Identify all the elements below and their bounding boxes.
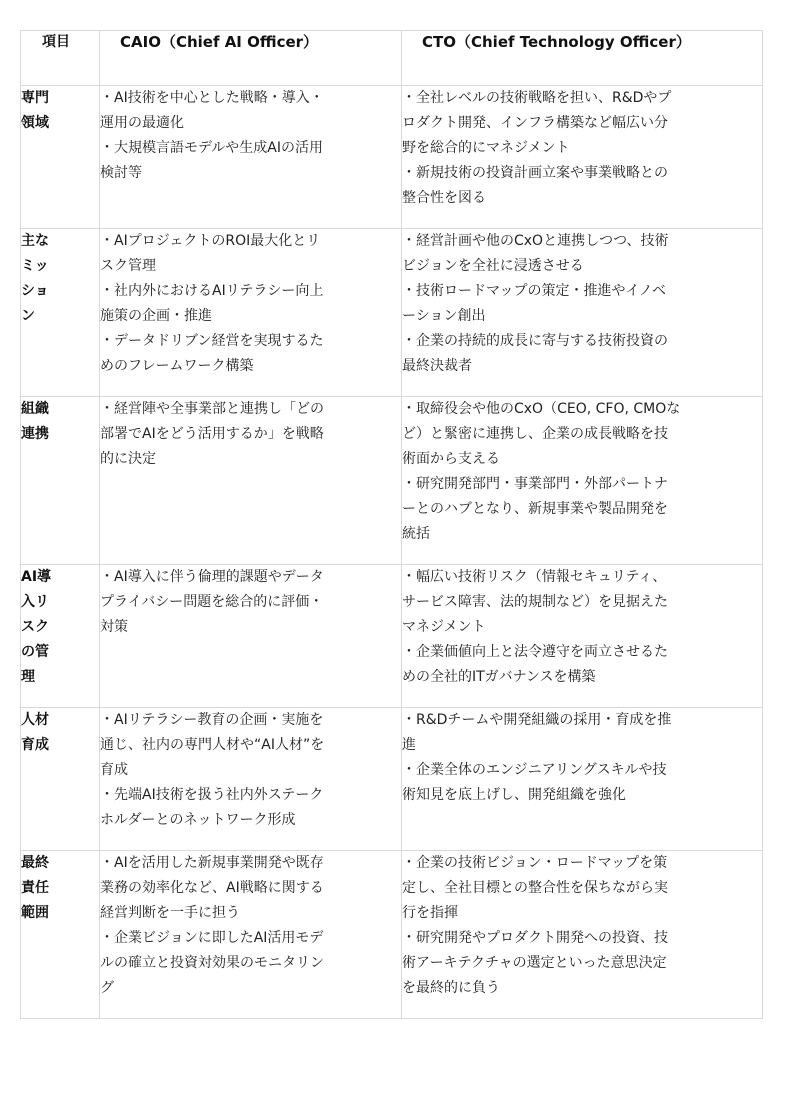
row-label-text [21,708,57,758]
cto-text-line: 術面から支える [402,451,500,467]
row-label-line: AI導 [21,569,52,585]
row-label [21,86,100,229]
cto-text-line: 術アーキテクチャの選定といった意思決定 [402,955,667,971]
header-caio: CAIO（Chief AI Officer） [100,31,402,86]
row-label-line: 組織 [21,401,49,417]
row-label [21,229,100,397]
table-row [21,565,763,708]
cto-text-line: 統括 [402,526,430,542]
row-label-line: 専門 [21,90,49,106]
cto-text-line: ・研究開発やプロダクト開発への投資、技 [402,930,668,946]
row-label-line: 育成 [21,737,49,753]
table-row [21,397,763,565]
row-label-text [21,86,57,136]
caio-text-line: ・AI技術を中心とした戦略・導入・ [100,90,324,106]
table-row [21,851,763,1019]
cto-text-line: 術知見を底上げし、開発組織を強化 [402,787,626,803]
cto-text-line: ・全社レベルの技術戦略を担い、R&Dやプ [402,90,672,106]
caio-text-line: プライバシー問題を総合的に評価・ [100,594,324,610]
cto-text-line: マネジメント [402,619,486,635]
row-label [21,708,100,851]
caio-cell [100,229,402,397]
row-label [21,565,100,708]
cto-cell [402,851,763,1019]
cto-text-line: ・企業全体のエンジニアリングスキルや技 [402,762,667,778]
cto-text-line: ・企業の技術ビジョン・ロードマップを策 [402,855,668,871]
table-row [21,229,763,397]
caio-text-line: めのフレームワーク構築 [100,358,254,374]
cto-cell [402,397,763,565]
row-label-text [21,397,57,447]
caio-text-line: 業務の効率化など、AI戦略に関する [100,880,324,896]
row-label-line: 理 [21,669,35,685]
cto-text-line: ロダクト開発、インフラ構築など幅広い分 [402,115,668,131]
header-cto: CTO（Chief Technology Officer） [402,31,763,86]
caio-text-line: 施策の企画・推進 [100,308,212,324]
cto-text-line: ど）と緊密に連携し、企業の成長戦略を技 [402,426,668,442]
header-row [21,31,763,86]
cto-cell [402,708,763,851]
cto-text-line: サービス障害、法的規制など）を見据えた [402,594,668,610]
row-label-line: 入リ [21,594,49,610]
caio-text-line: ・大規模言語モデルや生成AIの活用 [100,140,324,156]
cto-cell [402,86,763,229]
caio-text-line: 部署でAIをどう活用するか」を戦略 [100,426,324,442]
cto-text-line: 行を指揮 [402,905,458,921]
caio-text-line: 経営判断を一手に担う [100,905,240,921]
cto-text-line: ・研究開発部門・事業部門・外部パートナ [402,476,668,492]
cto-text-line: ・新規技術の投資計画立案や事業戦略との [402,165,668,181]
cto-text-line: ・幅広い技術リスク（情報セキュリティ、 [402,569,667,585]
row-label-line: 主な [21,233,49,249]
caio-cell [100,851,402,1019]
row-label-line: ン [21,308,35,324]
row-label-text [21,565,57,690]
cto-text-line: ・企業価値向上と法令遵守を両立させるた [402,644,668,660]
row-label-line: 範囲 [21,905,49,921]
cto-cell [402,229,763,397]
row-label-line: 人材 [21,712,49,728]
row-label [21,851,100,1019]
row-label-line: ショ [21,283,49,299]
caio-text-line: ・企業ビジョンに即したAI活用モデ [100,930,324,946]
caio-text-line: スク管理 [100,258,156,274]
caio-text-line: 育成 [100,762,128,778]
caio-cell [100,397,402,565]
header-item: 項目 [21,31,100,86]
caio-text-line: ・先端AI技術を扱う社内外ステーク [100,787,324,803]
caio-cell [100,565,402,708]
cto-text-line: 定し、全社目標との整合性を保ちながら実 [402,880,668,896]
comparison-table [20,30,763,1019]
caio-text-line: 通じ、社内の専門人材や“AI人材”を [100,737,325,753]
caio-text-line: 対策 [100,619,128,635]
caio-cell [100,86,402,229]
row-label-line: 責任 [21,880,49,896]
caio-text-line: 運用の最適化 [100,115,184,131]
cto-text-line: を最終的に負う [402,980,500,996]
caio-text-line: グ [100,980,114,996]
row-label-line: の管 [21,644,49,660]
cto-text-line: ・取締役会や他のCxO（CEO, CFO, CMOな [402,401,681,417]
caio-text-line: ・AI導入に伴う倫理的課題やデータ [100,569,324,585]
row-label-line: スク [21,619,49,635]
cto-cell [402,565,763,708]
cto-text-line: めの全社的ITガバナンスを構築 [402,669,596,685]
table-row [21,86,763,229]
caio-text-line: 検討等 [100,165,142,181]
caio-text-line: ホルダーとのネットワーク形成 [100,812,296,828]
cto-text-line: 整合性を図る [402,190,486,206]
table-row [21,708,763,851]
caio-text-line: ・AIリテラシー教育の企画・実施を [100,712,324,728]
cto-text-line: ・企業の持続的成長に寄与する技術投資の [402,333,668,349]
cto-text-line: ・経営計画や他のCxOと連携しつつ、技術 [402,233,669,249]
cto-text-line: ・技術ロードマップの策定・推進やイノベ [402,283,667,299]
caio-text-line: ルの確立と投資対効果のモニタリン [100,955,324,971]
caio-text-line: ・AIを活用した新規事業開発や既存 [100,855,324,871]
row-label-line: ミッ [21,258,49,274]
row-label-line: 領域 [21,115,49,131]
cto-text-line: 野を総合的にマネジメント [402,140,570,156]
caio-cell [100,708,402,851]
row-label-text [21,851,57,926]
cto-text-line: ビジョンを全社に浸透させる [402,258,584,274]
caio-text-line: ・経営陣や全事業部と連携し「どの [100,401,324,417]
row-label-text [21,229,57,329]
caio-text-line: 的に決定 [100,451,156,467]
cto-text-line: ーとのハブとなり、新規事業や製品開発を [402,501,668,517]
cto-text-line: 最終決裁者 [402,358,472,374]
caio-text-line: ・社内外におけるAIリテラシー向上 [100,283,324,299]
caio-text-line: ・AIプロジェクトのROI最大化とリ [100,233,321,249]
cto-text-line: ・R&Dチームや開発組織の採用・育成を推 [402,712,672,728]
cto-text-line: 進 [402,737,416,753]
cto-text-line: ーション創出 [402,308,486,324]
row-label [21,397,100,565]
row-label-line: 最終 [21,855,49,871]
row-label-line: 連携 [21,426,49,442]
caio-text-line: ・データドリブン経営を実現するた [100,333,324,349]
